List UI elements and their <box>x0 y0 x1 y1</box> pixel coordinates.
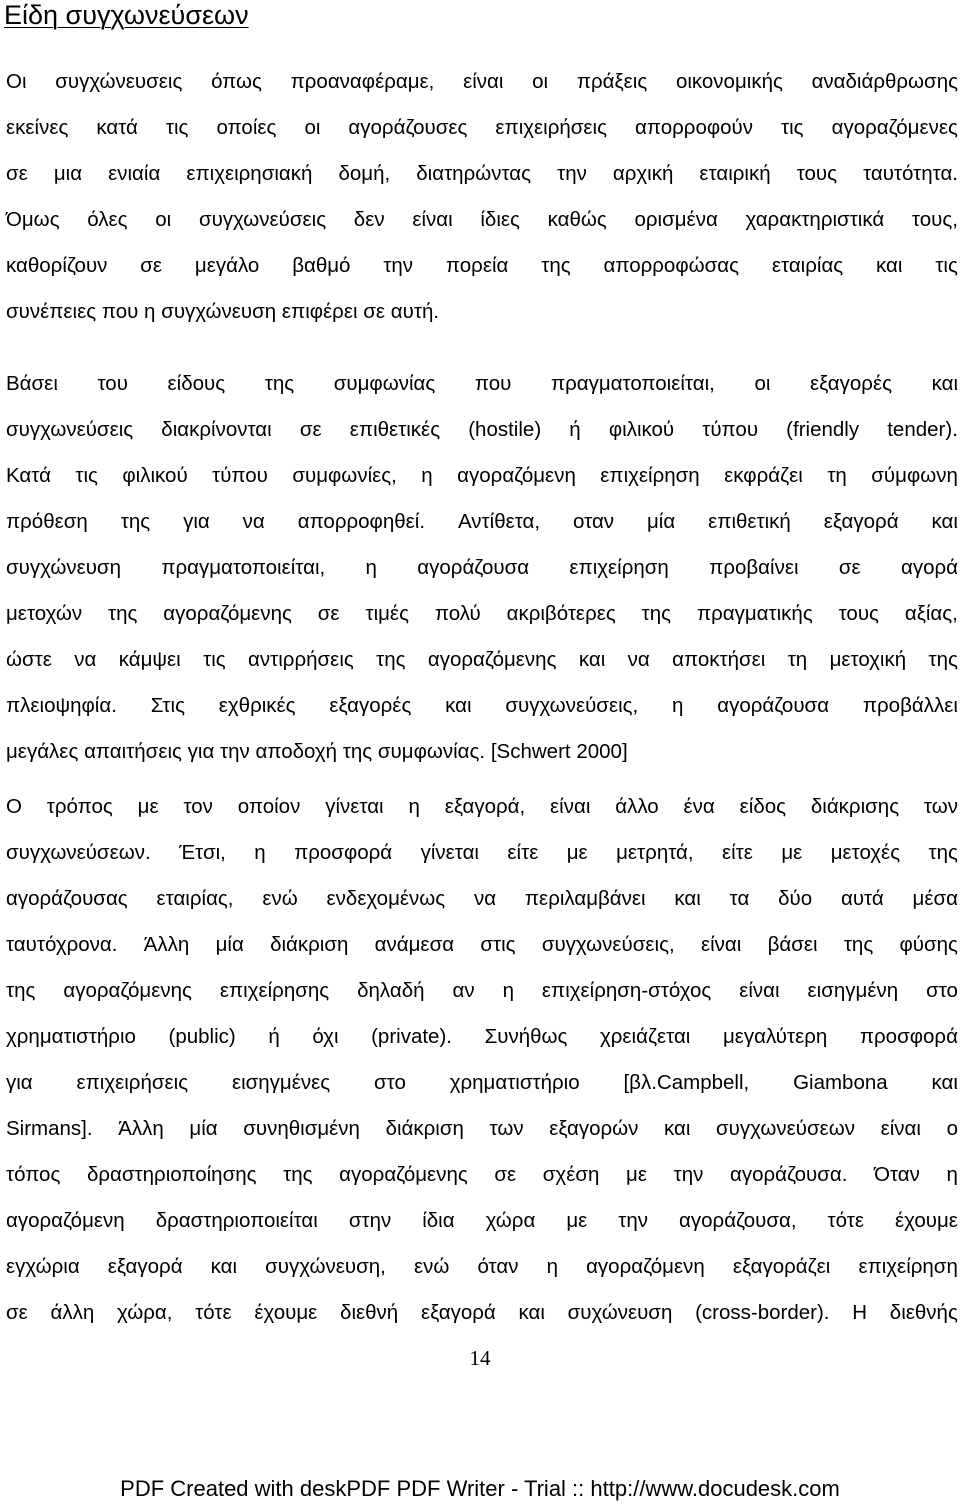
text-line: Κατά τις φιλικού τύπου συμφωνίες, η αγοραζόμενη επιχείρηση εκφράζει τη σύμφωνη <box>6 464 958 487</box>
text-line: Ο τρόπος με τον οποίον γίνεται η εξαγορά, είναι άλλο ένα είδος διάκρισης των <box>6 795 958 818</box>
text-line: εκείνες κατά τις οποίες οι αγοράζουσες επιχειρήσεις απορροφούν τις αγοραζόμενες <box>6 116 958 139</box>
text-line: της αγοραζόμενης επιχείρησης δηλαδή αν η επιχείρηση-στόχος είναι εισηγμένη στο <box>6 979 958 1002</box>
pdf-footer-watermark: PDF Created with deskPDF PDF Writer - Trial :: http://www.docudesk.com <box>120 1476 840 1501</box>
text-line: συγχωνεύσεων. Έτσι, η προσφορά γίνεται είτε με μετρητά, είτε με μετοχές της <box>6 841 958 864</box>
text-line: Όμως όλες οι συγχωνεύσεις δεν είναι ίδιες καθώς ορισμένα χαρακτηριστικά τους, <box>6 208 958 231</box>
paragraph-1 <box>6 59 958 335</box>
text-line: Βάσει του είδους της συμφωνίας που πραγματοποιείται, οι εξαγορές και <box>6 372 958 395</box>
text-line: για επιχειρήσεις εισηγμένες στο χρηματιστήριο [βλ.Campbell, Giambona και <box>6 1071 958 1094</box>
text-line: μεγάλες απαιτήσεις για την αποδοχή της συμφωνίας. [Schwert 2000] <box>6 740 628 763</box>
text-line: συγχωνεύσεις διακρίνονται σε επιθετικές (hostile) ή φιλικού τύπου (friendly tender). <box>6 418 958 441</box>
text-line: αγοραζόμενη δραστηριοποιείται στην ίδια χώρα με την αγοράζουσα, τότε έχουμε <box>6 1209 958 1232</box>
text-line: σε μια ενιαία επιχειρησιακή δομή, διατηρώντας την αρχική εταιρική τους ταυτότητα. <box>6 162 958 185</box>
paragraph-2 <box>6 361 958 775</box>
paragraph-3 <box>6 784 958 1336</box>
text-line: ώστε να κάμψει τις αντιρρήσεις της αγοραζόμενης και να αποκτήσει τη μετοχική της <box>6 648 958 671</box>
text-line: πλειοψηφία. Στις εχθρικές εξαγορές και συγχωνεύσεις, η αγοράζουσα προβάλλει <box>6 694 958 717</box>
text-line: συγχώνευση πραγματοποιείται, η αγοράζουσα επιχείρηση προβαίνει σε αγορά <box>6 556 958 579</box>
text-line: Sirmans]. Άλλη μία συνηθισμένη διάκριση των εξαγορών και συγχωνεύσεων είναι ο <box>6 1117 958 1140</box>
text-line: πρόθεση της για να απορροφηθεί. Αντίθετα, οταν μία επιθετική εξαγορά και <box>6 510 958 533</box>
text-line: συνέπειες που η συγχώνευση επιφέρει σε αυτή. <box>6 300 440 323</box>
text-line: σε άλλη χώρα, τότε έχουμε διεθνή εξαγορά και συχώνευση (cross-border). Η διεθνής <box>6 1301 958 1324</box>
text-line: καθορίζουν σε μεγάλο βαθμό την πορεία της απορροφώσας εταιρίας και τις <box>6 254 958 277</box>
text-line: μετοχών της αγοραζόμενης σε τιμές πολύ ακριβότερες της πραγματικής τους αξίας, <box>6 602 958 625</box>
text-line: χρηματιστήριο (public) ή όχι (private). Συνήθως χρειάζεται μεγαλύτερη προσφορά <box>6 1025 958 1048</box>
text-line: Οι συγχώνευσεις όπως προαναφέραμε, είναι οι πράξεις οικονομικής αναδιάρθρωσης <box>6 70 958 93</box>
page-number: 14 <box>469 1346 491 1370</box>
text-line: εγχώρια εξαγορά και συγχώνευση, ενώ όταν η αγοραζόμενη εξαγοράζει επιχείρηση <box>6 1255 958 1278</box>
text-line: ταυτόχρονα. Άλλη μία διάκριση ανάμεσα στις συγχωνεύσεις, είναι βάσει της φύσης <box>6 933 958 956</box>
section-heading: Είδη συγχωνεύσεων <box>4 0 249 30</box>
text-line: αγοράζουσας εταιρίας, ενώ ενδεχομένως να περιλαμβάνει και τα δύο αυτά μέσα <box>6 887 958 910</box>
text-line: τόπος δραστηριοποίησης της αγοραζόμενης σε σχέση με την αγοράζουσα. Όταν η <box>6 1163 958 1186</box>
